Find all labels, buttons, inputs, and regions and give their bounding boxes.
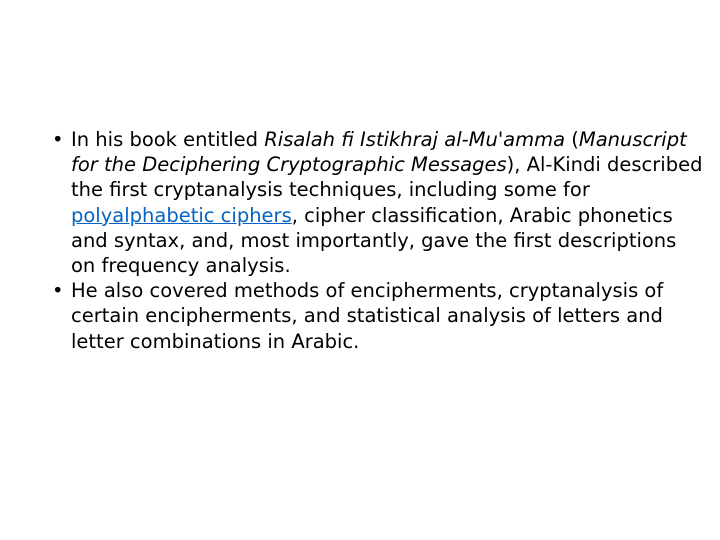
bullet-1-text-part1: In his book entitled	[71, 128, 265, 151]
book-subtitle: Manuscript for the Deciphering Cryptographic Messages	[71, 128, 687, 177]
book-title: Risalah fi Istikhraj al-Mu'amma	[264, 128, 566, 151]
bullet-2-text: He also covered methods of encipherments, cryptanalysis of certain encipherments, and statistical analysis of letters and letter combinations in Arabic.	[71, 279, 664, 353]
polyalphabetic-ciphers-link[interactable]: polyalphabetic ciphers	[71, 203, 292, 227]
bullet-1-text-part2: (	[565, 128, 579, 151]
bullet-item-2	[45, 278, 705, 354]
bullet-1-text-part3: ), Al-Kindi described the first cryptanalysis techniques, including some for	[71, 153, 703, 202]
bullet-icon: •	[52, 128, 64, 151]
bullet-icon: •	[52, 279, 64, 303]
bullet-1-text-part4: , cipher classification, Arabic phonetics and syntax, and, most importantly, gave the first descriptions on frequency analysis.	[71, 203, 677, 278]
bullet-list	[45, 127, 705, 354]
bullet-item-1	[45, 127, 705, 278]
